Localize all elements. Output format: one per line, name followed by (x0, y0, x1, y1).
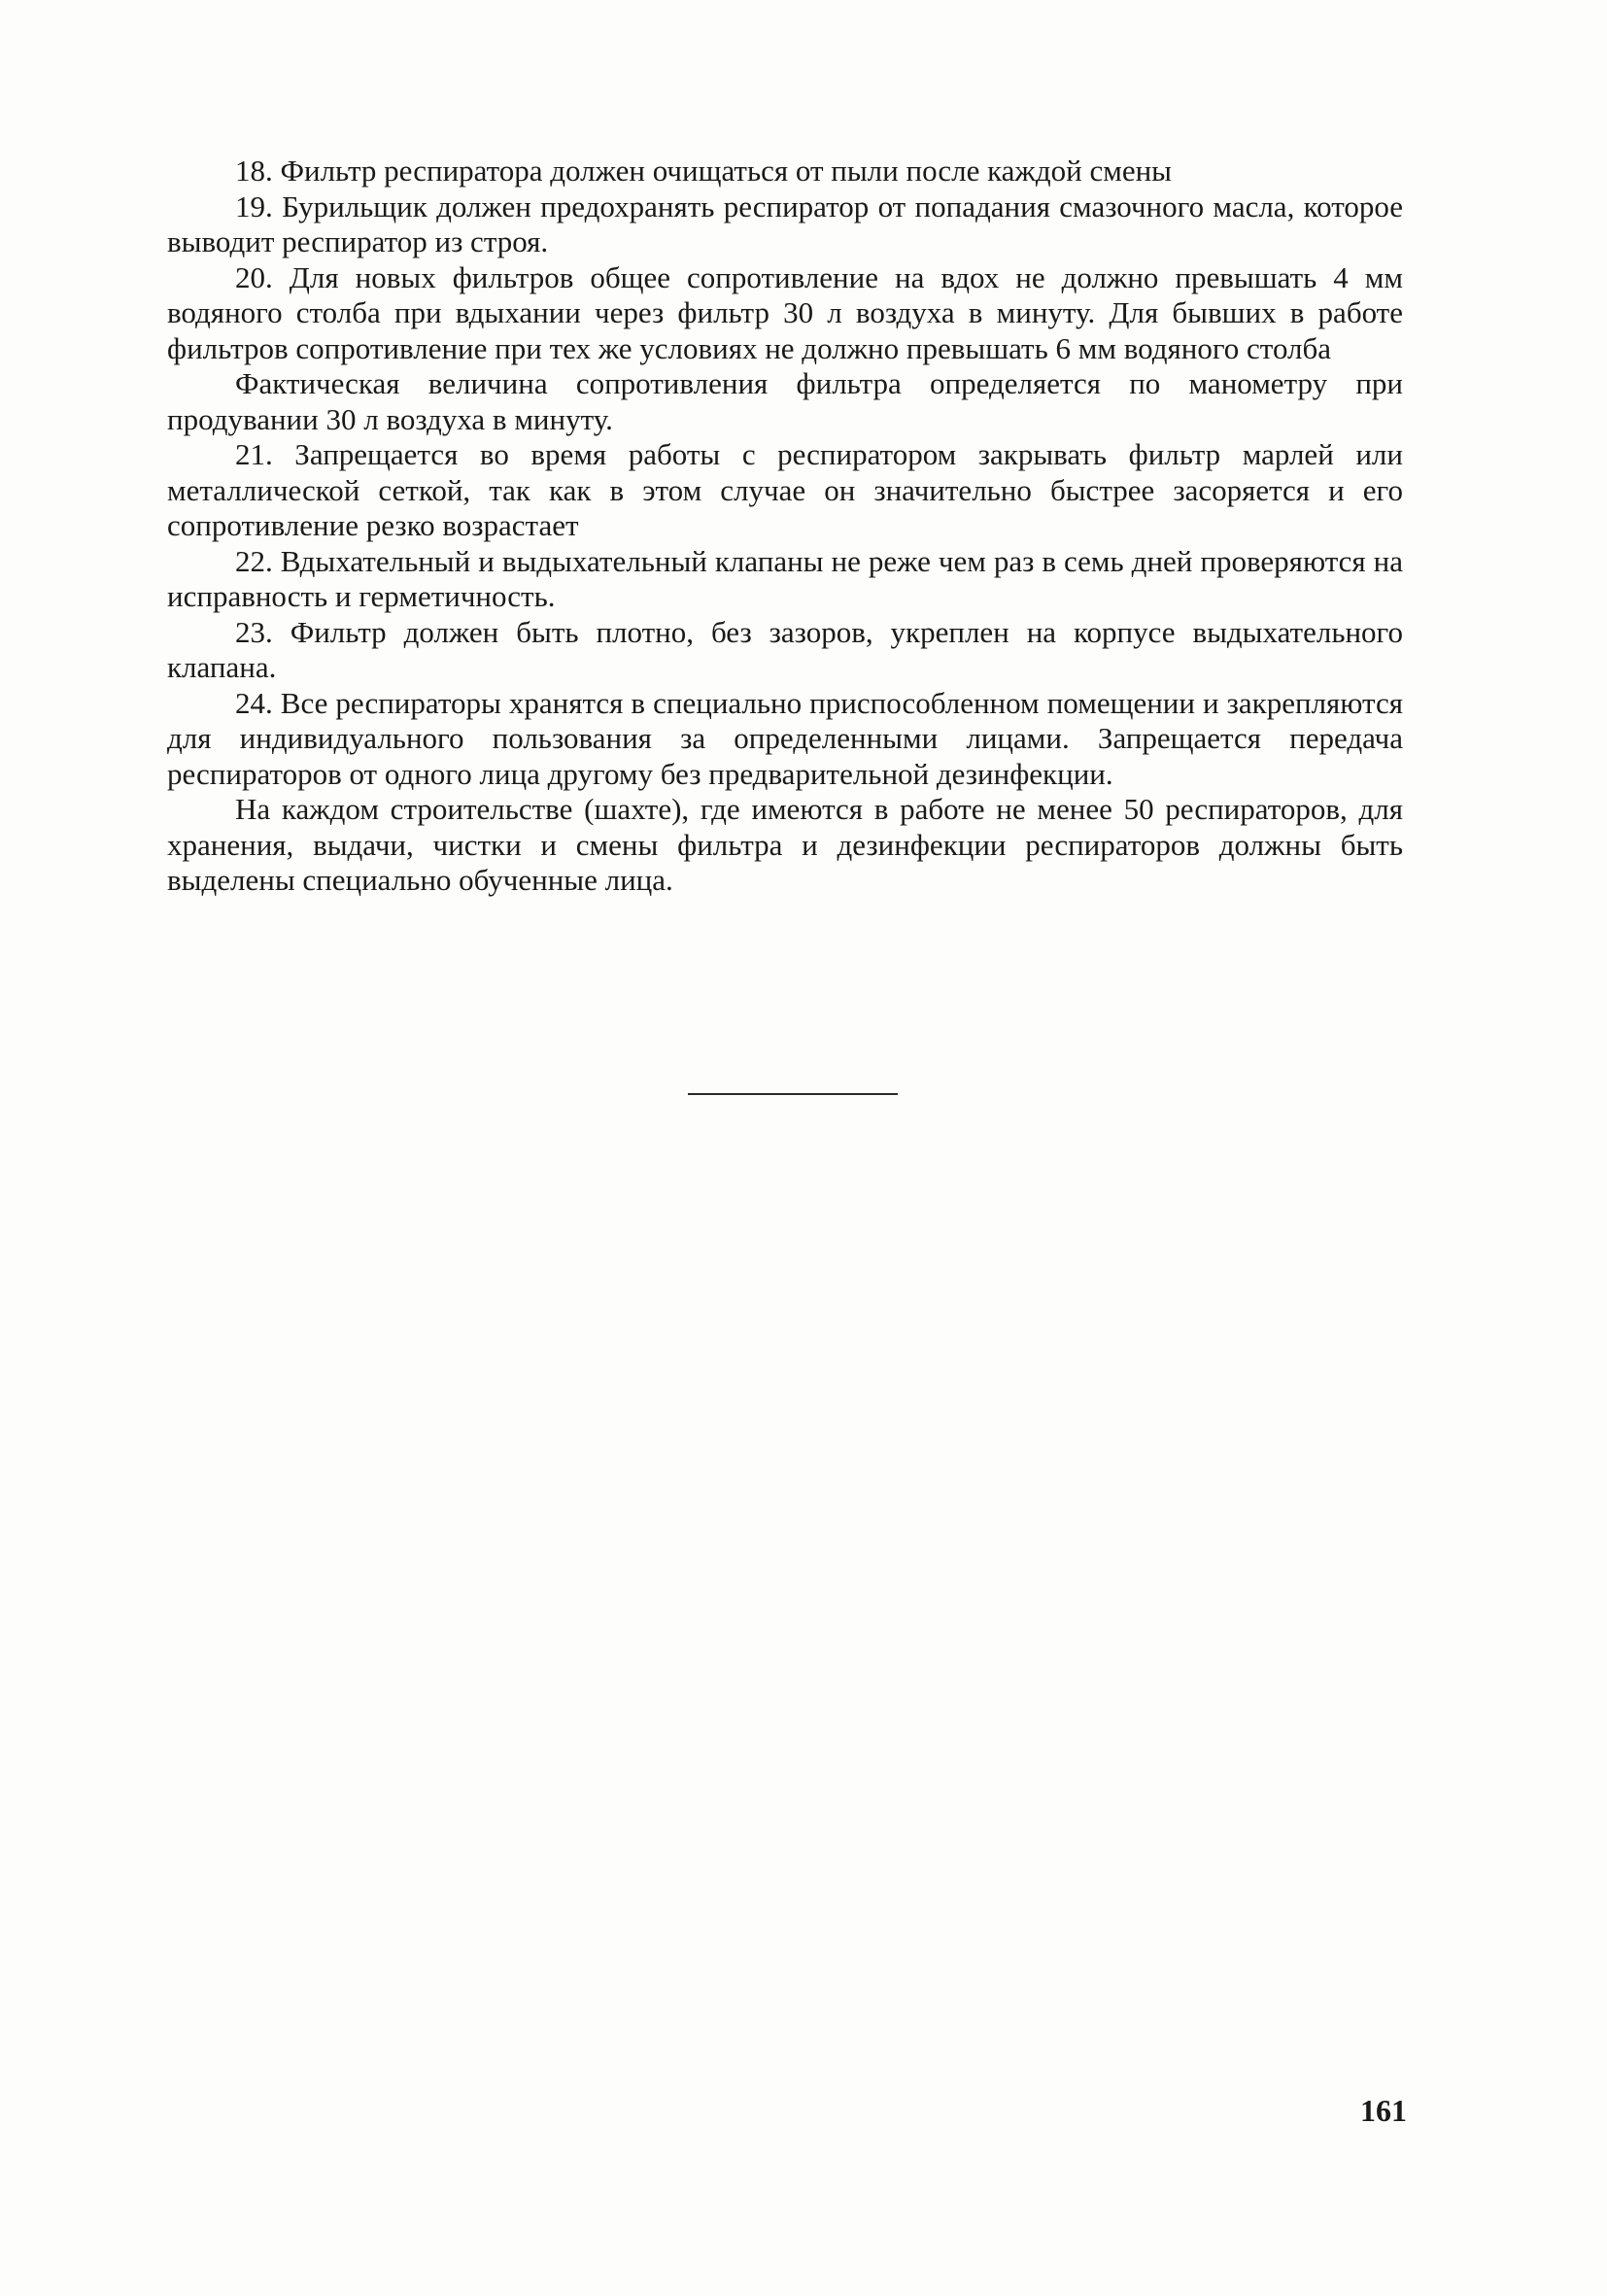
paragraph-24: 24. Все респираторы хранятся в специально приспособленном помещении и закрепляются для индивидуального пользования за определенными лицами. Запрещается передача респираторов от одного лица другому без предварительной дезинфекции. (167, 685, 1403, 791)
paragraph-21: 21. Запрещается во время работы с респиратором закрывать фильтр марлей или металлической сеткой, так как в этом случае он значительно быстрее засоряется и его сопротивление резко возрастает (167, 437, 1403, 542)
paragraph-20-note: Фактическая величина сопротивления фильтра определяется по манометру при продувании 30 л воздуха в минуту. (167, 366, 1403, 436)
paragraph-22: 22. Вдыхательный и выдыхательный клапаны не реже чем раз в семь дней проверяются на исправность и герметичность. (167, 543, 1403, 613)
paragraph-18: 18. Фильтр респиратора должен очищаться от пыли после каждой смены (235, 154, 1173, 188)
paragraph-19: 19. Бурильщик должен предохранять респиратор от попадания смазочного масла, которое выводит респиратор из строя. (167, 188, 1403, 258)
page-number: 161 (1360, 2093, 1407, 2128)
paragraph-23: 23. Фильтр должен быть плотно, без зазоров, укреплен на корпусе выдыхательного клапана. (167, 614, 1403, 684)
paragraph-20: 20. Для новых фильтров общее сопротивление на вдох не должно превышать 4 мм водяного столба при вдыхании через фильтр 30 л воздуха в минуту. Для бывших в работе фильтров сопротивление при тех же условиях не должно превышать 6 мм водяного столба (167, 259, 1403, 365)
body-text (167, 154, 1403, 899)
section-divider (688, 1093, 898, 1095)
paragraph-closing: На каждом строительстве (шахте), где имеются в работе не менее 50 респираторов, для хранения, выдачи, чистки и смены фильтра и дезинфекции респираторов должны быть выделены специально обученные лица. (167, 792, 1403, 897)
